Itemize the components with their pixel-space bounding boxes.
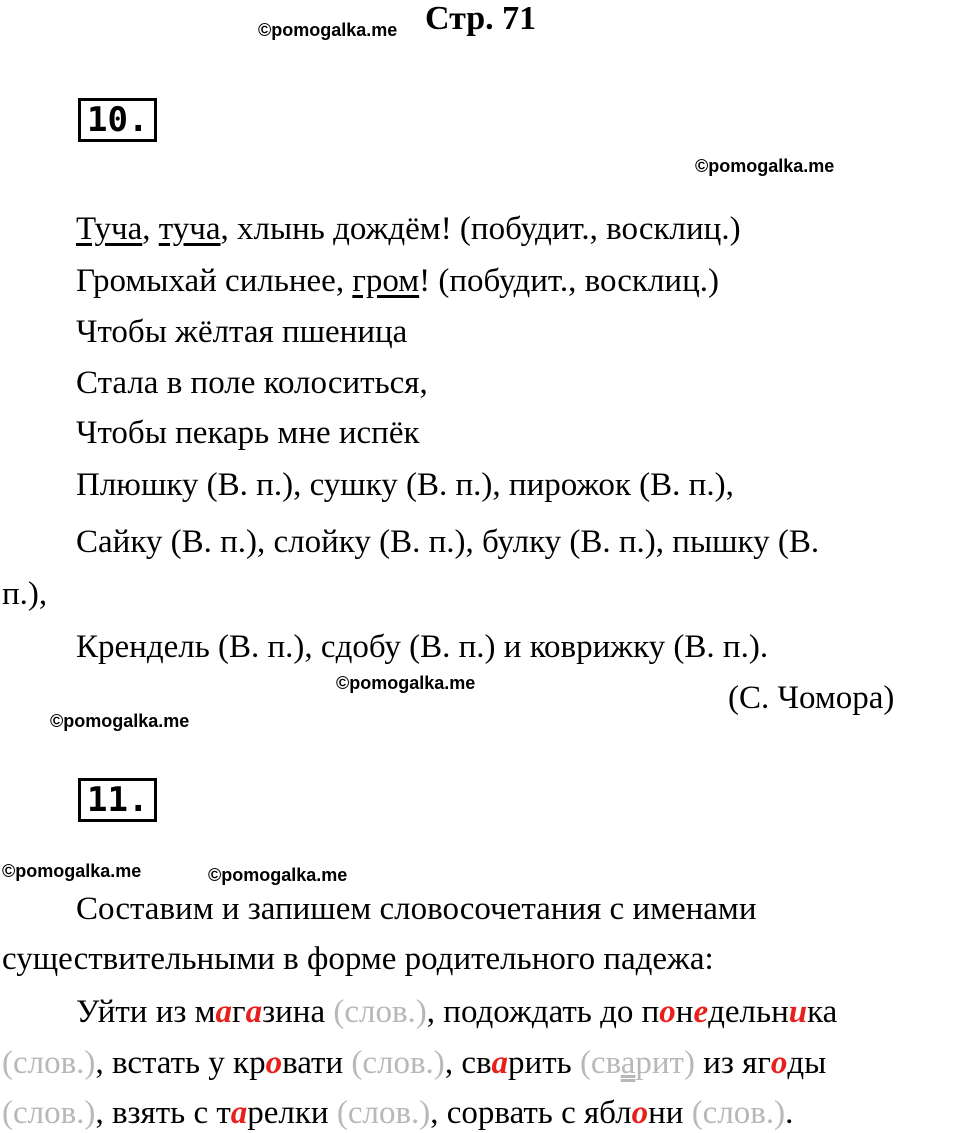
poem-author: (С. Чомора) (728, 680, 895, 716)
watermark: ©pomogalka.me (336, 673, 476, 693)
check-word-note: рит) (635, 1045, 695, 1081)
text: н (675, 994, 694, 1030)
exercise-number-10 (78, 98, 157, 142)
watermark: ©pomogalka.me (50, 711, 190, 731)
highlighted-vowel: о (265, 1045, 283, 1081)
text: релки (247, 1095, 337, 1131)
text: г (232, 994, 246, 1030)
highlighted-vowel: е (693, 994, 709, 1030)
text: вати (282, 1045, 352, 1081)
check-word-note: (слов.) (333, 994, 427, 1030)
ex11-answer-line-1 (76, 992, 837, 1032)
check-vowel-underlined: а (620, 1045, 636, 1081)
check-word-note: (св (579, 1045, 621, 1081)
text: из яг (694, 1045, 771, 1081)
highlighted-vowel: о (659, 994, 676, 1030)
text: дельн (708, 994, 789, 1030)
highlighted-vowel: а (491, 1045, 509, 1081)
watermark: ©pomogalka.me (2, 861, 142, 881)
page-title: Стр. 71 (425, 0, 537, 37)
text: , (142, 211, 159, 247)
poem-line-7: Сайку (В. п.), слойку (В. п.), булку (В. п.), пышку (В. (76, 524, 820, 560)
highlighted-vowel: и (788, 994, 808, 1030)
text: ка (807, 994, 838, 1030)
text: зина (262, 994, 334, 1030)
check-word-note: (слов.) (2, 1045, 96, 1081)
text: , подождать до п (426, 994, 660, 1030)
text: , встать у кр (95, 1045, 266, 1081)
text: Уйти из м (76, 994, 216, 1030)
highlighted-vowel: а (245, 994, 263, 1030)
check-word-note: (слов.) (691, 1095, 786, 1131)
text: ! (побудит., восклиц.) (419, 263, 719, 299)
ex11-intro-line-2: существительными в форме родительного падежа: (2, 941, 714, 977)
poem-line-8: п.), (2, 576, 48, 612)
exercise-number-dot: . (127, 100, 149, 140)
check-word-note: (слов.) (336, 1095, 431, 1131)
ex11-answer-line-2 (2, 1043, 826, 1083)
watermark: ©pomogalka.me (258, 20, 398, 40)
highlighted-vowel: о (631, 1095, 649, 1131)
highlighted-vowel: о (770, 1045, 788, 1081)
poem-line-1 (76, 209, 741, 249)
poem-line-5: Чтобы пекарь мне испёк (76, 415, 420, 451)
text: ды (787, 1045, 827, 1081)
text: . (785, 1095, 794, 1131)
underlined-word: туча (158, 211, 221, 247)
check-word-note: (слов.) (2, 1095, 96, 1131)
exercise-number: 10 (87, 100, 128, 140)
check-word-note: (слов.) (351, 1045, 445, 1081)
poem-line-3: Чтобы жёлтая пшеница (76, 314, 408, 350)
poem-line-9: Крендель (В. п.), сдобу (В. п.) и коврижку (В. п.). (76, 629, 769, 665)
text: Громыхай сильнее, (76, 263, 353, 299)
highlighted-vowel: а (230, 1095, 248, 1131)
text: , сорвать с ябл (430, 1095, 632, 1131)
text: , взять с т (95, 1095, 231, 1131)
exercise-number-11 (78, 778, 157, 822)
watermark: ©pomogalka.me (695, 156, 835, 176)
watermark: ©pomogalka.me (208, 865, 348, 885)
poem-line-6: Плюшку (В. п.), сушку (В. п.), пирожок (В. п.), (76, 467, 734, 503)
text: , хлынь дождём! (побудит., восклиц.) (220, 211, 741, 247)
underlined-word: Туча (76, 211, 143, 247)
text: ни (648, 1095, 692, 1131)
text: рить (508, 1045, 580, 1081)
exercise-number-dot: . (127, 780, 149, 820)
exercise-number: 11 (87, 780, 128, 820)
underlined-word: гром (352, 263, 420, 299)
ex11-intro-line-1: Составим и запишем словосочетания с именами (76, 891, 757, 927)
poem-line-2 (76, 261, 719, 301)
highlighted-vowel: а (215, 994, 233, 1030)
poem-line-4: Стала в поле колоситься, (76, 365, 428, 401)
text: , св (444, 1045, 492, 1081)
ex11-answer-line-3 (2, 1093, 793, 1133)
